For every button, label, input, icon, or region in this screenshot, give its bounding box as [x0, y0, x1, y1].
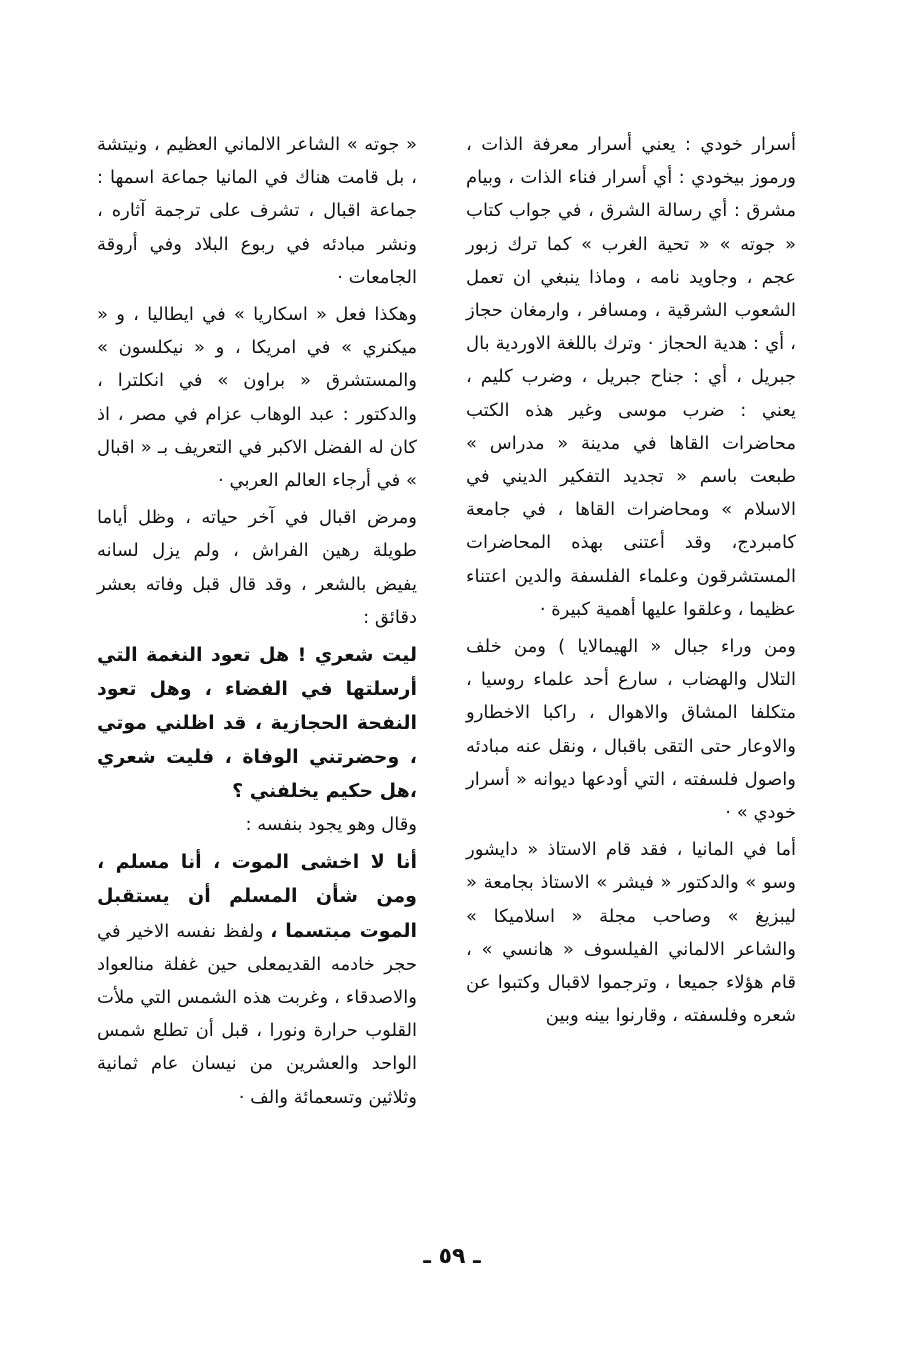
paragraph: أسرار خودي : يعني أسرار معرفة الذات ، ورموز بيخودي : أي أسرار فناء الذات ، وبيام مشرق : أي رسالة الشرق ، في جواب كتاب « جوته » « تحية الغرب » كما ترك زبور عجم ، وجاويد نامه ، وماذا ينبغي ان تعمل الشعوب الشرقية ، ومسافر ، وارمغان حجاز ، أي : هدية الحجاز · وترك باللغة الاوردية بال جبريل ، أي : جناح جبريل ، وضرب كليم ، يعني : ضرب موسى وغير هذه الكتب محاضرات القاها في مدينة « مدراس » طبعت باسم « تجديد التفكير الديني في الاسلام » ومحاضرات القاها ، في جامعة كامبردج، وقد أعتنى بهذه المحاضرات المستشرقون وعلماء الفلسفة والدين اعتناء عظيما ، وعلقوا عليها أهمية كبيرة ·	[466, 134, 796, 620]
paragraph: وهكذا فعل « اسكاريا » في ايطاليا ، و « ميكنري » في امريكا ، و « نيكلسون » والمستشرق « براون » في انكلترا ، والدكتور : عبد الوهاب عزام في مصر ، اذ كان له الفضل الاكبر في التعريف بـ « اقبال » في أرجاء العالم العربي ·	[97, 304, 417, 492]
paragraph	[97, 845, 417, 1114]
quotation: أنا لا اخشى الموت ، أنا مسلم ، ومن شأن المسلم أن يستقبل الموت مبتسما ،	[97, 851, 417, 942]
paragraph: ومن وراء جبال « الهيمالايا ) ومن خلف التلال والهضاب ، سارع أحد علماء روسيا ، متكلفا المشاق والاهوال ، راكبا الاخطارو والاوعار حتى التقى باقبال ، ونقل عنه مبادئه واصول فلسفته ، التي أودعها ديوانه « أسرار خودي » ·	[466, 636, 796, 824]
left-column	[97, 128, 417, 1114]
paragraph: وقال وهو يجود بنفسه :	[245, 814, 417, 836]
paragraph: « جوته » الشاعر الالماني العظيم ، ونيتشة ، بل قامت هناك في المانيا جماعة اسمها : جماعة اقبال ، تشرف على ترجمة آثاره ، ونشر مبادئه في ربوع البلاد وفي أروقة الجامعات ·	[97, 134, 417, 288]
page-number: ـ ٥٩ ـ	[423, 1244, 481, 1269]
paragraph: أما في المانيا ، فقد قام الاستاذ « دايشور وسو » والدكتور « فيشر » الاستاذ بجامعة « ليبزيغ » وصاحب مجلة « اسلاميكا » والشاعر الالماني الفيلسوف « هانسي » ، قام هؤلاء جميعا ، وترجموا لاقبال وكتبوا عن شعره وفلسفته ، وقارنوا بينه وبين	[466, 839, 796, 1027]
paragraph-tail: ولفظ نفسه الاخير في حجر خادمه القديمعلى حين غفلة منالعواد والاصدقاء ، وغربت هذه الشمس التي ملأت القلوب حرارة ونورا ، قبل أن تطلع شمس الواحد والعشرين من نيسان عام ثمانية وثلاثين وتسعمائة والف ·	[97, 920, 417, 1108]
paragraph: ومرض اقبال في آخر حياته ، وظل أياما طويلة رهين الفراش ، ولم يزل لسانه يفيض بالشعر ، وقد قال قبل وفاته بعشر دقائق :	[97, 507, 417, 628]
quotation: ليت شعري ! هل تعود النغمة التي أرسلتها في الفضاء ، وهل تعود النفحة الحجازية ، قد اظلني موتي ، وحضرتني الوفاة ، فليت شعري ،هل حكيم يخلفني ؟	[97, 644, 417, 803]
right-column	[466, 128, 796, 1032]
